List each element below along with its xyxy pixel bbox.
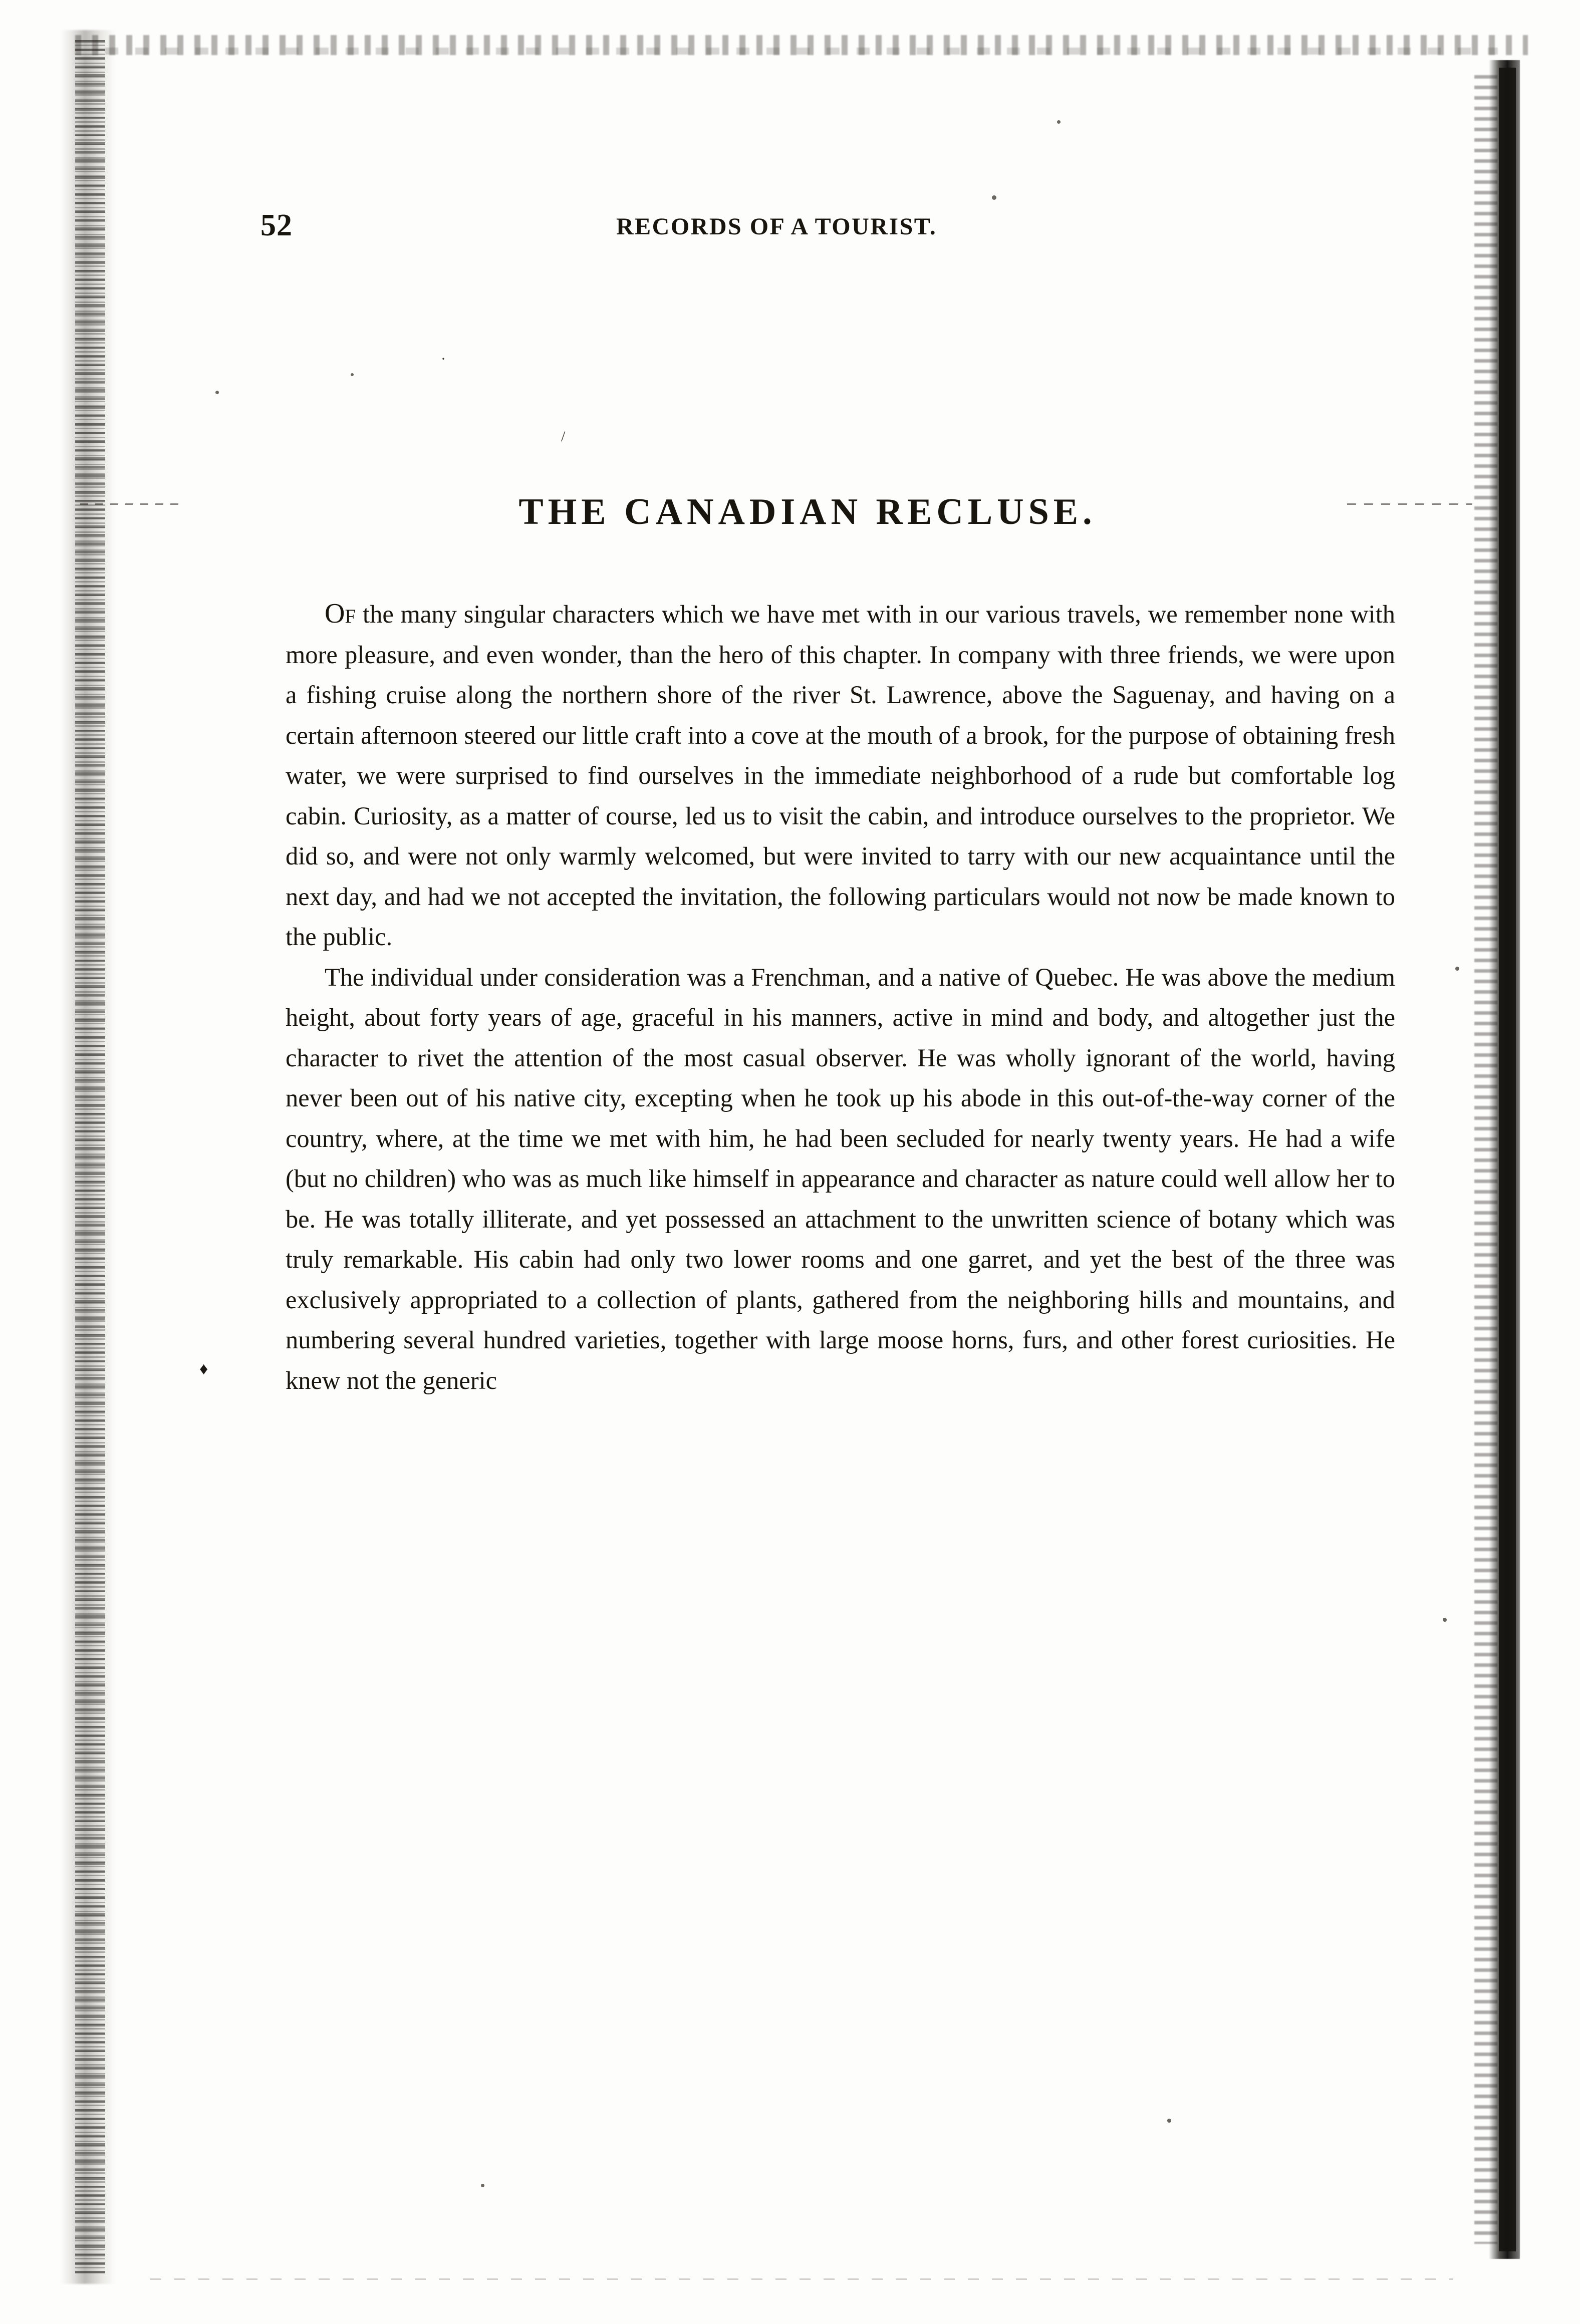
- stray-mark: /: [561, 428, 566, 445]
- stray-mark: ·: [441, 351, 446, 367]
- paragraph-1-text: the many singular characters which we have met with in our various travels, we remember none with more pleasure, and even wonder, than the hero of this chapter. In company with three friends, we were upon a fishing cruise along the northern shore of the river St. Lawrence, above the Saguenay, and having on a certain afternoon steered our little craft into a cove at the mouth of a brook, for the purpose of obtaining fresh water, we were surprised to find ourselves in the immediate neighborhood of a rude but comfortable log cabin. Curiosity, as a matter of course, led us to visit the cabin, and introduce ourselves to the proprietor. We did so, and were not only warmly welcomed, but were invited to tarry with our new acquaintance until the next day, and had we not accepted the invitation, the following particulars would not now be made known to the public.: [286, 600, 1395, 951]
- running-head: RECORDS OF A TOURIST.: [616, 213, 937, 240]
- paragraph-2: The individual under consideration was a Frenchman, and a native of Quebec. He was above the medium height, about forty years of age, graceful in his manners, active in mind and body, and altogether just the character to rivet the attention of the most casual observer. He was wholly ignorant of the world, having never been out of his native city, excepting when he took up his abode in this out-of-the-way corner of the country, where, at the time we met with him, he had been secluded for nearly twenty years. He had a wife (but no children) who was as much like himself in appearance and character as nature could well allow her to be. He was totally illiterate, and yet possessed an attachment to the unwritten science of botany which was truly remarkable. His cabin had only two lower rooms and one garret, and yet the best of the three was exclusively appropriated to a collection of plants, gathered from the neighboring hills and mountains, and numbering several hundred varieties, together with large moose horns, furs, and other forest curiosities. He knew not the generic: [286, 963, 1395, 1394]
- paragraph-1: [286, 594, 1395, 957]
- body-text: [286, 594, 1395, 1400]
- marginal-mark: ♦: [199, 1360, 208, 1378]
- page-number: 52: [260, 208, 293, 242]
- paragraph-opening-words: Of: [325, 598, 356, 629]
- chapter-title: THE CANADIAN RECLUSE.: [518, 491, 1097, 532]
- page-header: [260, 208, 1062, 243]
